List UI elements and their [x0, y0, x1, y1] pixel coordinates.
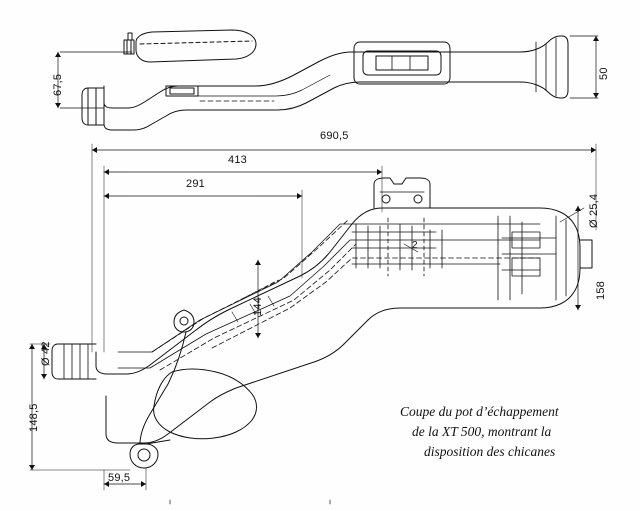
dim-label-291: 291 [186, 178, 205, 190]
dim-label-148-5: 148,5 [28, 403, 40, 432]
dim-label-67-5: 67,5 [52, 73, 64, 96]
dim-label-50: 50 [598, 67, 610, 80]
figure-caption-line-1: Coupe du pot d’échappement [400, 404, 559, 419]
sheet-ticks [170, 500, 330, 504]
dim-label-diameter-25-4: Ø 25,4 [588, 193, 600, 228]
top-view-group [82, 30, 568, 130]
dim-label-158: 158 [595, 281, 607, 300]
dim-label-detail-2: 2 [412, 240, 418, 251]
dim-label-144: 144 [252, 297, 264, 316]
dim-label-diameter-42: Ø 42 [40, 341, 52, 366]
figure-caption-line-3: disposition des chicanes [424, 444, 556, 459]
figure-caption-line-2: de la XT 500, montrant la [412, 424, 552, 439]
dim-label-413: 413 [228, 154, 247, 166]
dim-label-690-5: 690,5 [320, 130, 349, 142]
top-view-dimensions [55, 36, 599, 108]
dim-label-59-5: 59,5 [108, 472, 131, 484]
